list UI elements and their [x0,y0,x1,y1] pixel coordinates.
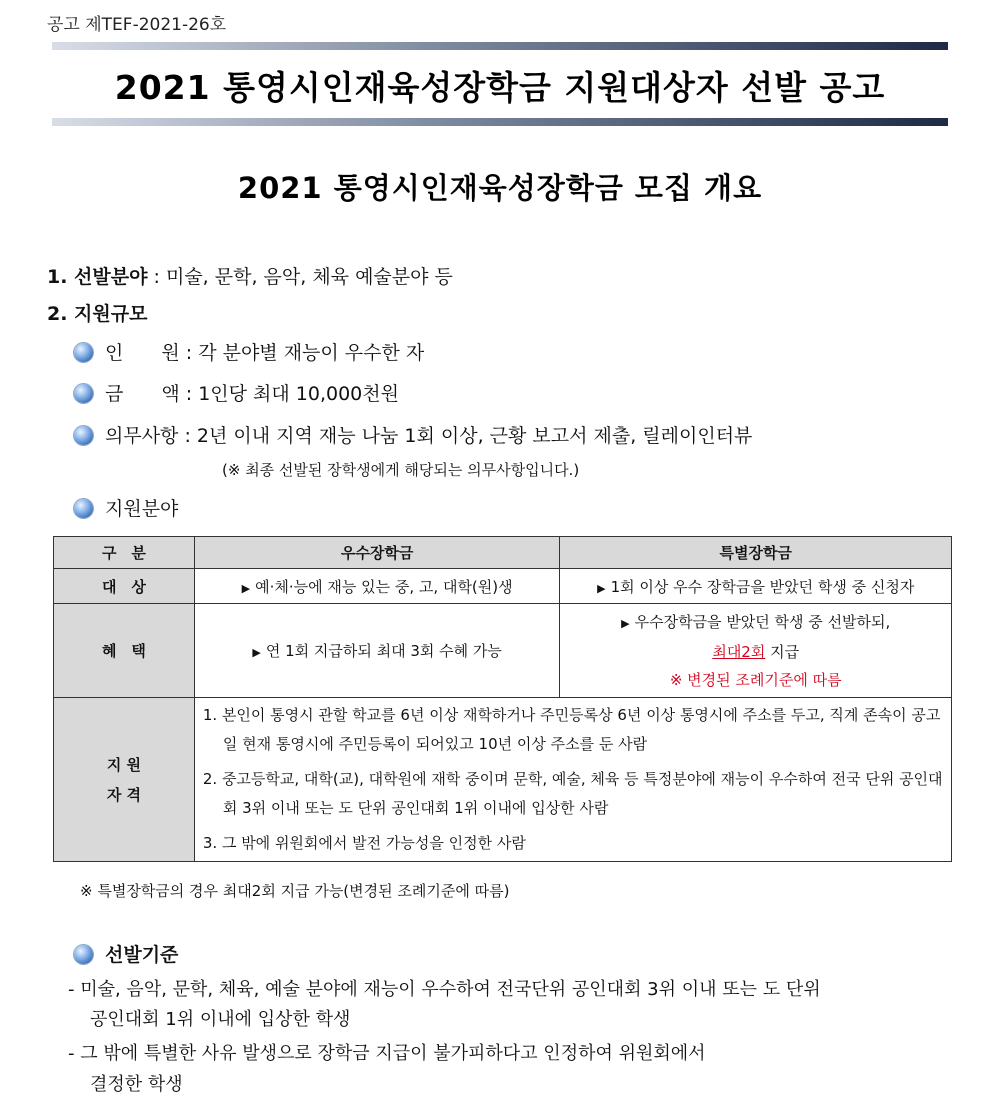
benefit-special-max: 최대2회 [712,642,766,661]
notice-number: 공고 제TEF-2021-26호 [47,15,227,35]
criteria-heading [74,940,178,967]
criteria-label: 선발기준 [105,944,179,966]
header-category: 구 분 [54,537,195,569]
row-label-benefit: 혜 택 [54,604,195,698]
section-support-scale-label: 2. 지원규모 [47,303,148,325]
triangle-right-icon: ▶ [597,581,606,595]
criteria-item-1-line2: 공인대회 1위 이내에 입상한 학생 [90,1009,351,1030]
benefit-excellent-cell [194,604,560,698]
scale-item-label: 의무사항 [105,425,179,447]
scale-item-text: : 2년 이내 지역 재능 나눔 1회 이상, 근황 보고서 제출, 릴레이인터뷰 [178,425,753,447]
target-excellent-text: 예·체·능에 재능 있는 중, 고, 대학(원)생 [255,577,513,596]
target-special-text: 1회 이상 우수 장학금을 받았던 학생 중 신청자 [610,577,915,596]
benefit-special-line2 [566,638,945,666]
benefit-special-cell [560,604,952,698]
bullet-icon [74,499,93,518]
title-top-bar [52,42,948,50]
page-subtitle: 2021 통영시인재육성장학금 모집 개요 [237,171,763,205]
page-title: 2021 통영시인재육성장학금 지원대상자 선발 공고 [114,68,886,107]
benefit-excellent-text: 연 1회 지급하되 최대 3회 수혜 가능 [265,642,502,660]
section-selection-label: 1. 선발분야 [47,266,148,288]
table-row-benefit [54,604,952,698]
duty-note: (※ 최종 선발된 장학생에게 해당되는 의무사항입니다.) [222,461,580,479]
bullet-icon [74,384,93,403]
scale-item-text: : 각 분야별 재능이 우수한 자 [179,342,425,364]
scale-item-duty [74,421,752,448]
support-field-heading [74,494,178,521]
section-selection-text: : 미술, 문학, 음악, 체육 예술분야 등 [147,266,453,288]
scale-item-amount [74,379,399,406]
target-excellent-cell [194,569,560,604]
table-note: ※ 특별장학금의 경우 최대2회 지급 가능(변경된 조례기준에 따름) [80,882,510,900]
table-row-target [54,569,952,604]
benefit-special-line1: ▶ 우수장학금을 받았던 학생 중 선발하되, [621,612,891,631]
triangle-right-icon: ▶ [252,646,261,659]
bullet-icon [74,426,93,445]
scale-item-people [74,338,424,365]
bullet-icon [74,343,93,362]
scale-item-label: 금 액 [105,383,180,405]
row-label-target: 대 상 [54,569,195,604]
triangle-right-icon: ▶ [241,581,251,595]
qualification-item: 2. 중고등학교, 대학(교), 대학원에 재학 중이며 문학, 예술, 체육 등 특정분야에 재능이 우수하여 전국 단위 공인대회 3위 이내 또는 도 단위 공인대회 1위 이내에 입상한 사람 [202,770,943,817]
scale-item-label: 인 원 [105,342,180,364]
bullet-icon [74,945,93,964]
table-header-row [54,537,952,569]
benefit-special-note: ※ 변경된 조례기준에 따름 [669,670,842,689]
scholarship-table [53,536,952,862]
header-excellent: 우수장학금 [194,537,560,569]
title-bottom-bar [52,118,948,126]
scale-item-text: : 1인당 최대 10,000천원 [179,383,399,405]
benefit-special-pay: 지급 [765,642,800,661]
qualification-cell [194,698,951,862]
triangle-right-icon: ▶ [621,616,630,630]
target-special-cell [560,569,952,604]
row-label-qualification: 지 원 자 격 [54,698,195,862]
criteria-item-2-line1: - 그 밖에 특별한 사유 발생으로 장학금 지급이 불가피하다고 인정하여 위원회에서 [68,1043,706,1064]
table-row-qualification [54,698,952,862]
header-special: 특별장학금 [560,537,952,569]
support-field-label: 지원분야 [105,498,179,520]
qualification-item: 3. 그 밖에 위원회에서 발전 가능성을 인정한 사람 [202,834,526,852]
qualification-item: 1. 본인이 통영시 관할 학교를 6년 이상 재학하거나 주민등록상 6년 이상 통영시에 주소를 두고, 직계 존속이 공고일 현재 통영시에 주민등록이 되어있고 10년 이상 주소를 둔 사람 [202,706,941,753]
criteria-item-2-line2: 결정한 학생 [90,1074,183,1095]
criteria-item-1-line1: - 미술, 음악, 문학, 체육, 예술 분야에 재능이 우수하여 전국단위 공인대회 3위 이내 또는 도 단위 [68,979,821,1000]
section-selection-field [47,262,453,289]
section-support-scale [47,299,147,326]
